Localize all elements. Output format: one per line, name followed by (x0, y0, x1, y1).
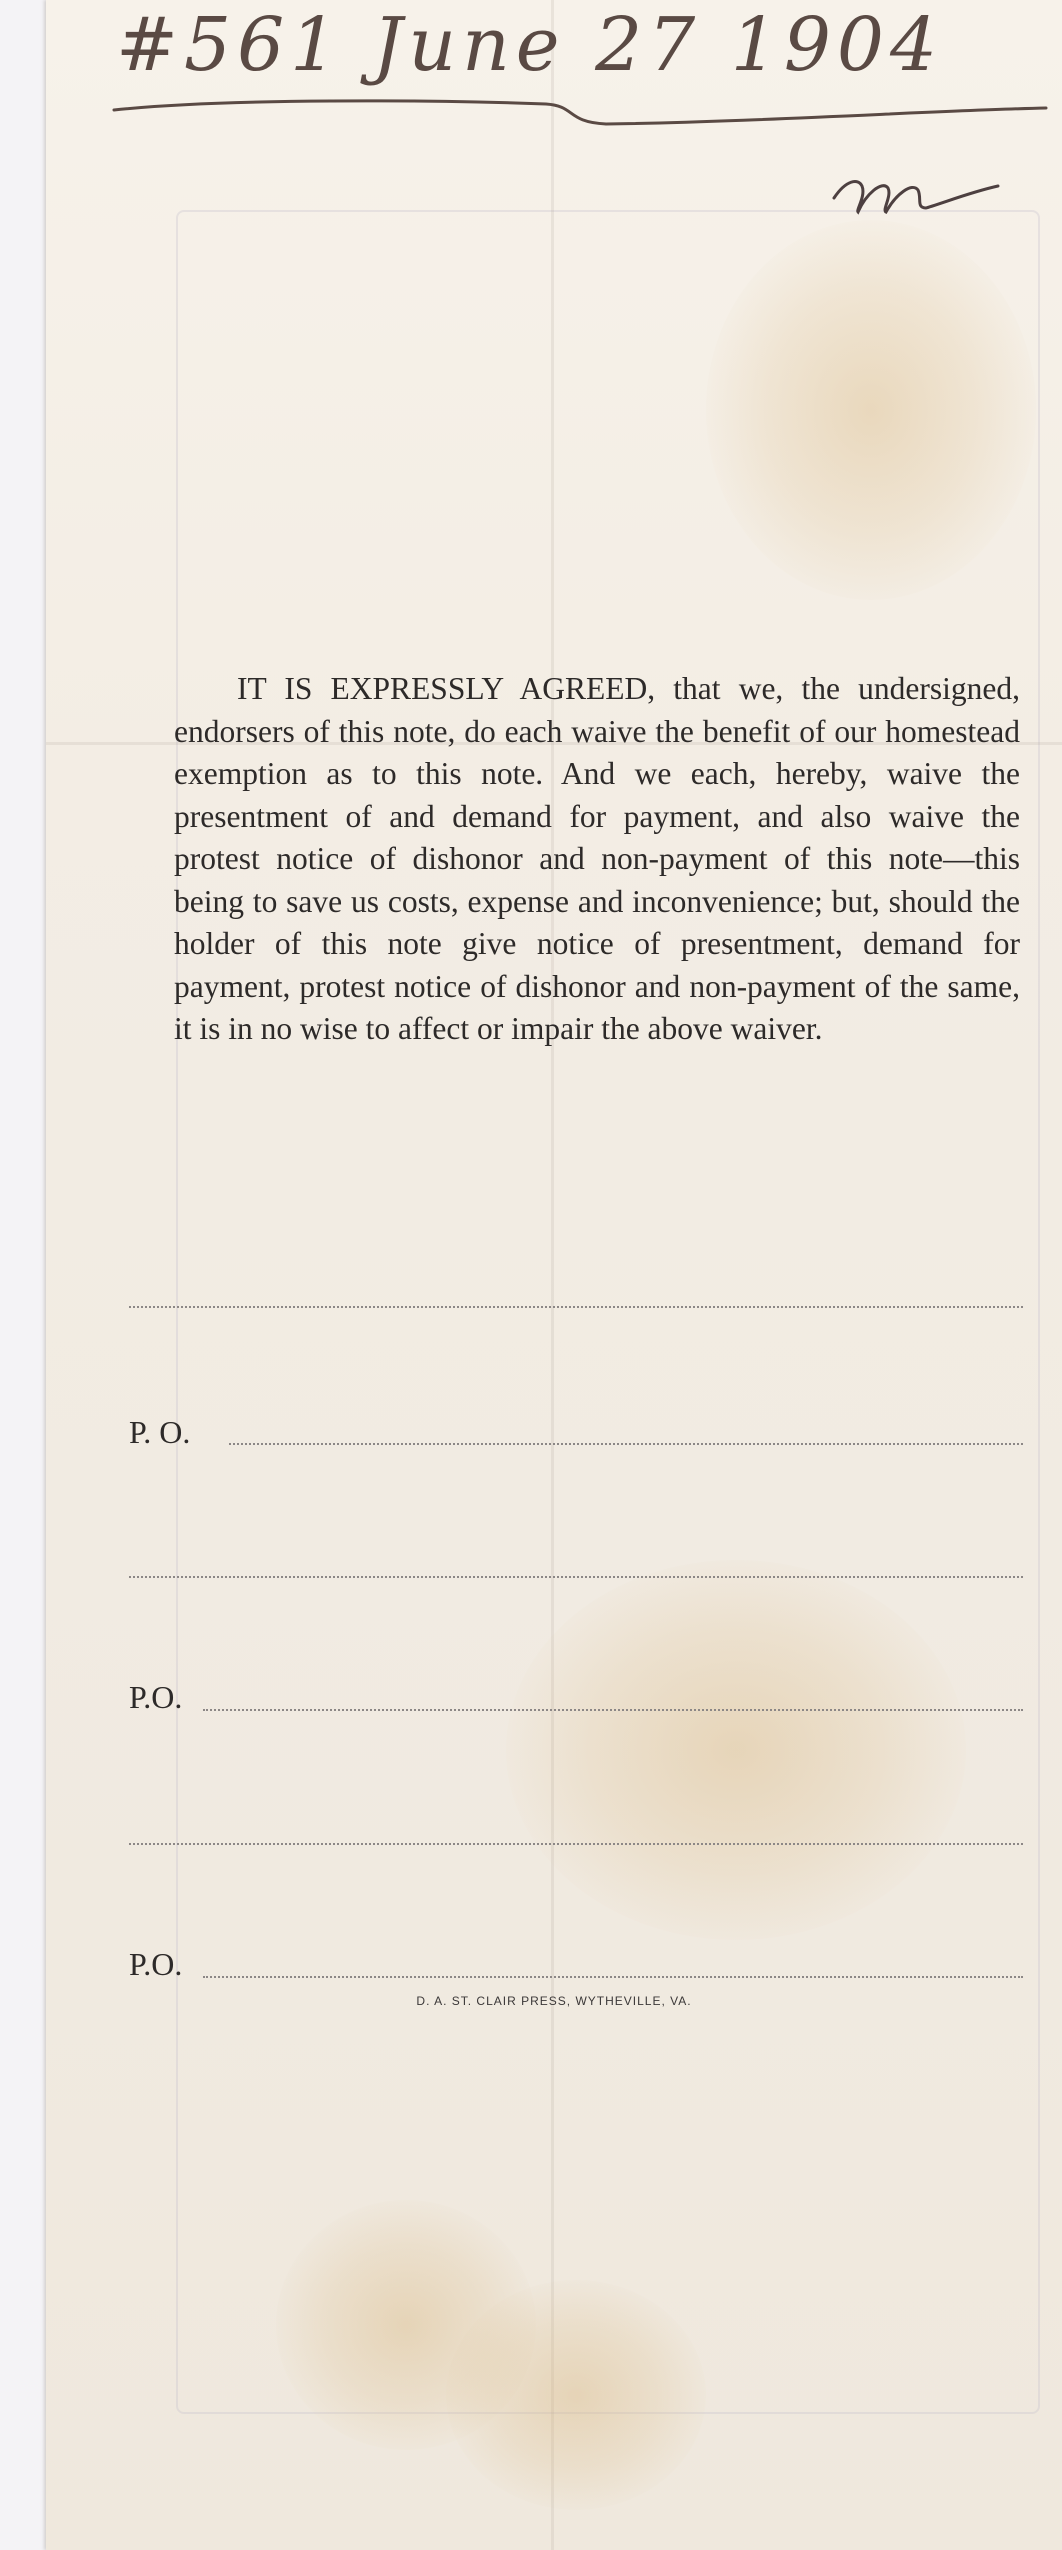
vertical-fold-crease (551, 0, 554, 2550)
po-line-2 (203, 1709, 1023, 1711)
po-label-3: P.O. (129, 1946, 183, 1982)
stain-top-right (706, 220, 1036, 600)
po-label-2: P.O. (129, 1679, 183, 1715)
signature-line-3 (129, 1843, 1023, 1845)
document-paper (46, 0, 1062, 2550)
stain-middle (506, 1560, 966, 1940)
waiver-paragraph: IT IS EXPRESSLY AGREED, that we, the undersigned, endorsers of this note, do each waive the benefit of our homestead exemption as to this note. And we each, hereby, waive the presentment of and demand for payment, and also waive the protest notice of dishonor and non-payment of this note—this being to save us costs, expense and inconvenience; but, should the holder of this note give notice of presentment, demand for payment, protest notice of dishonor and non-payment of the same, it is in no wise to affect or impair the above waiver. (174, 671, 1020, 1046)
po-line-1 (229, 1443, 1023, 1445)
handwritten-underline (106, 88, 1056, 138)
printer-imprint: D. A. ST. CLAIR PRESS, WYTHEVILLE, VA. (416, 1994, 692, 2008)
po-label-1: P. O. (129, 1414, 191, 1450)
handwritten-initial (826, 150, 1006, 230)
po-line-3 (203, 1976, 1023, 1978)
handwritten-note: #561 June 27 1904 (116, 2, 944, 88)
signature-line-2 (129, 1576, 1023, 1578)
signature-line-1 (129, 1306, 1023, 1308)
stain-bottom-center (446, 2280, 706, 2510)
